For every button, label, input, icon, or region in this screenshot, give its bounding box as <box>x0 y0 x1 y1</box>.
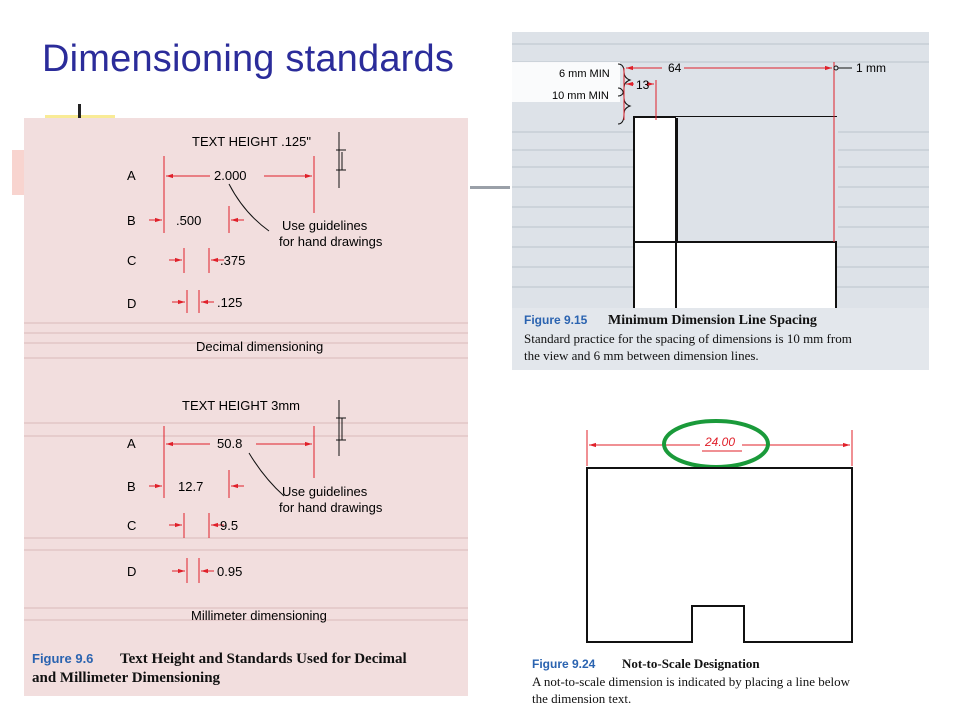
row-letter-b: B <box>127 213 136 228</box>
figure-9-6-title-2: and Millimeter Dimensioning <box>32 670 221 686</box>
figure-9-24-text-2: the dimension text. <box>532 691 632 706</box>
dim-64-value: 64 <box>668 61 682 75</box>
guideline-leader <box>229 184 269 231</box>
row-letter-d: D <box>127 296 137 311</box>
dim-value-24: 24.00 <box>705 435 736 449</box>
bottom-text-height-label: TEXT HEIGHT 3mm <box>182 398 300 413</box>
row-letter-c: C <box>127 253 137 268</box>
guideline-note-line1: Use guidelines <box>282 218 368 233</box>
figure-9-24-label: Figure 9.24 <box>532 657 596 671</box>
figure-9-15-label: Figure 9.15 <box>524 313 588 327</box>
figure-9-15-text-1: Standard practice for the spacing of dimensions is 10 mm from <box>524 331 852 346</box>
decimal-dimensioning-label: Decimal dimensioning <box>196 339 324 354</box>
dim-13-value: 13 <box>636 78 650 92</box>
guideline-note-line2: for hand drawings <box>279 234 383 249</box>
background-text-lines <box>24 323 468 620</box>
figure-9-6-drawing <box>24 118 468 696</box>
figure-9-24-drawing <box>512 390 929 708</box>
figure-9-24-panel <box>512 390 929 708</box>
figure-9-24-text-1: A not-to-scale dimension is indicated by placing a line below <box>532 674 851 689</box>
figure-9-15-panel <box>512 32 929 370</box>
figure-9-6-title-1: Text Height and Standards Used for Decimal <box>120 651 407 667</box>
figure-9-15-title: Minimum Dimension Line Spacing <box>608 313 817 328</box>
row-letter-a-mm: A <box>127 436 136 451</box>
mm-value-a: 50.8 <box>217 436 243 451</box>
figure-9-24-title: Not-to-Scale Designation <box>622 656 760 671</box>
mm-value-d: 0.95 <box>217 564 243 579</box>
decimal-value-c: .375 <box>220 253 246 268</box>
row-letter-c-mm: C <box>127 518 137 533</box>
figure-9-15-drawing <box>512 32 929 370</box>
mm-value-b: 12.7 <box>178 479 204 494</box>
part-outline <box>587 468 852 642</box>
figure-9-6-panel <box>24 118 468 696</box>
row-letter-a: A <box>127 168 136 183</box>
label-6mm: 6 mm MIN <box>559 68 610 80</box>
mm-value-c: 9.5 <box>220 518 239 533</box>
label-10mm: 10 mm MIN <box>552 90 609 102</box>
mm-dimensioning-label: Millimeter dimensioning <box>191 608 327 623</box>
decimal-value-d: .125 <box>217 295 243 310</box>
decimal-value-b: .500 <box>176 213 202 228</box>
figure-9-6-label: Figure 9.6 <box>32 651 94 666</box>
guideline-note-mm-line2: for hand drawings <box>279 500 383 515</box>
part-notch <box>634 117 676 242</box>
slide-title: Dimensioning standards <box>42 38 455 80</box>
connector-line <box>470 186 510 189</box>
row-letter-b-mm: B <box>127 479 136 494</box>
decimal-value-a: 2.000 <box>214 168 247 183</box>
row-letter-d-mm: D <box>127 564 137 579</box>
figure-9-15-text-2: the view and 6 mm between dimension lines. <box>524 348 759 363</box>
top-text-height-label: TEXT HEIGHT .125" <box>192 134 312 149</box>
dim-1mm-label: 1 mm <box>856 61 886 75</box>
guideline-note-mm-line1: Use guidelines <box>282 484 368 499</box>
